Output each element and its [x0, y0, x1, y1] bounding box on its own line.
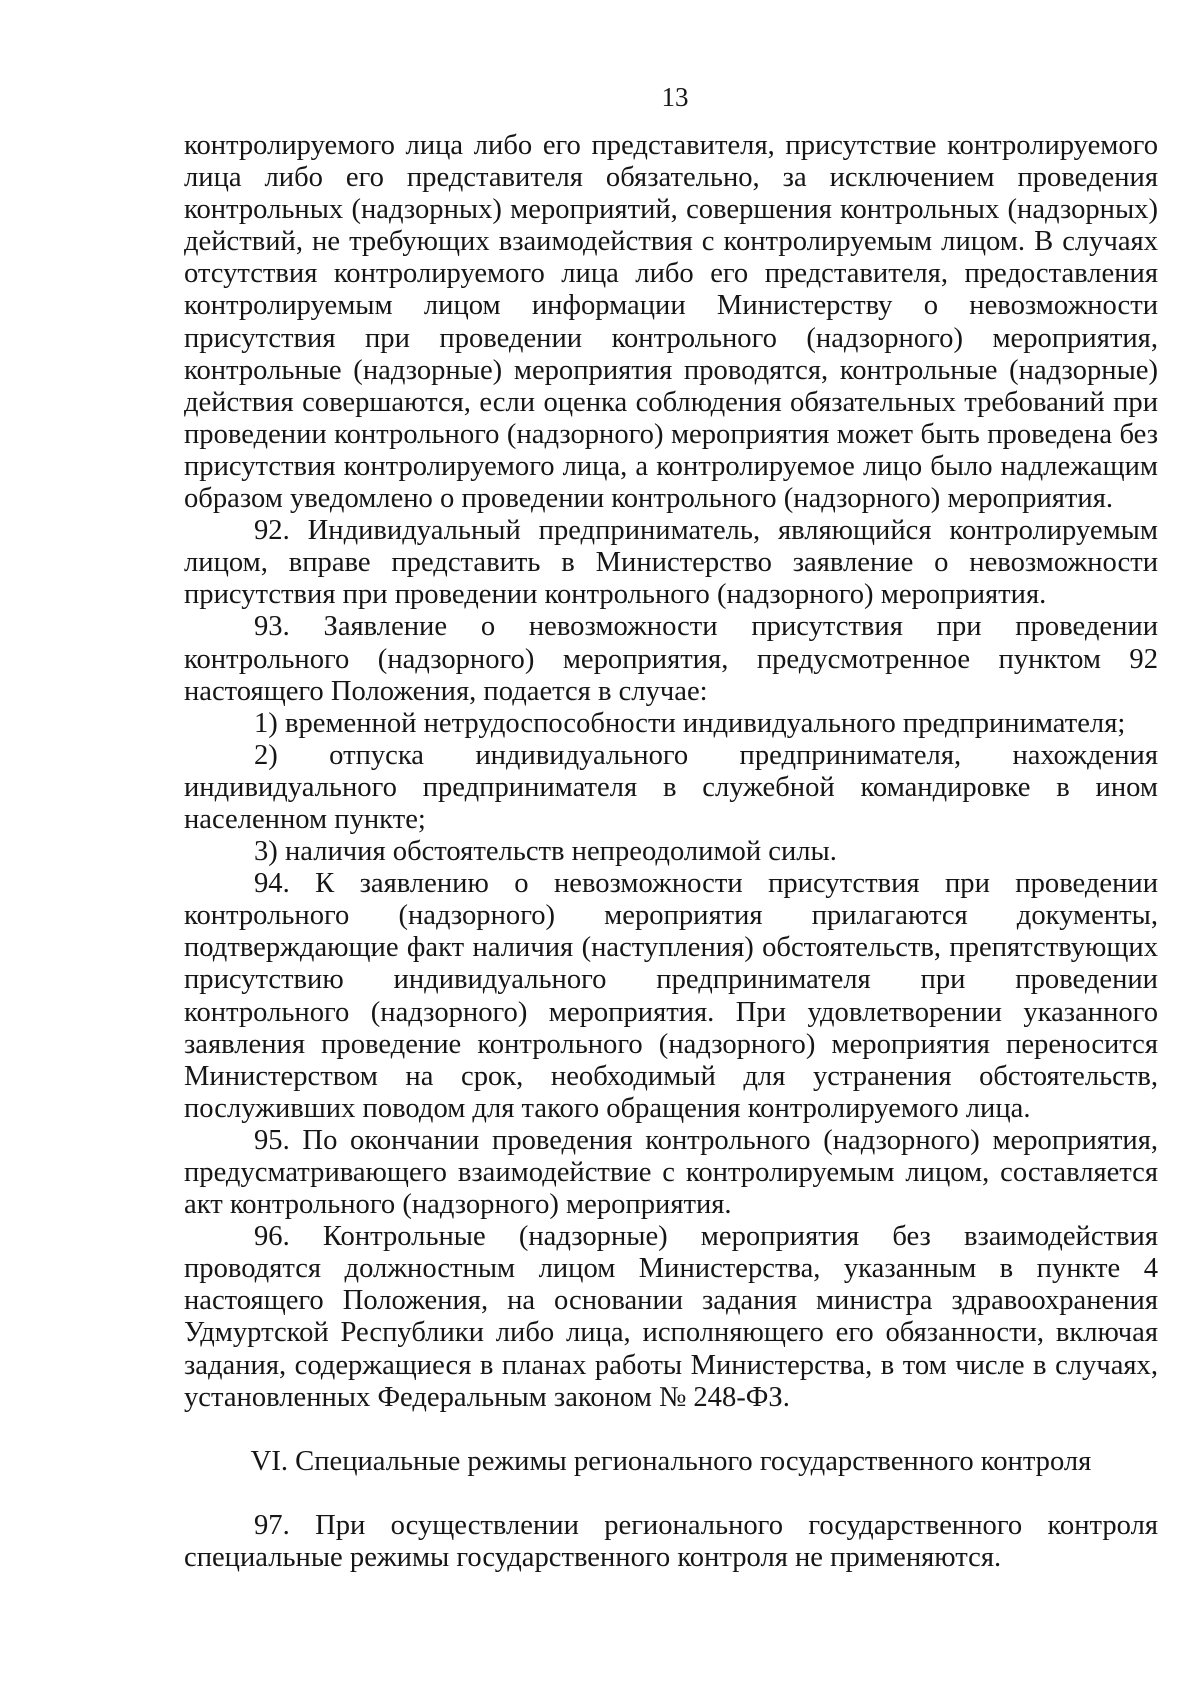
paragraph-92: 92. Индивидуальный предприниматель, являющийся контролируемым лицом, вправе представить в Министерство заявление о невозможности присутствия при проведении контрольного (надзорного) мероприятия. [184, 515, 1158, 611]
paragraph-96: 96. Контрольные (надзорные) мероприятия без взаимодействия проводятся должностным лицом Министерства, указанным в пункте 4 настоящего Положения, на основании задания министра здравоохранения Удмуртской Республики либо лица, исполняющего его обязанности, включая задания, содержащиеся в планах работы Министерства, в том числе в случаях, установленных Федеральным законом № 248-ФЗ. [184, 1221, 1158, 1413]
page-number: 13 [661, 82, 689, 112]
paragraph-93: 93. Заявление о невозможности присутствия при проведении контрольного (надзорного) мероприятия, предусмотренное пунктом 92 настоящего Положения, подается в случае: [184, 611, 1158, 707]
section-heading: VI. Специальные режимы регионального государственного контроля [250, 1445, 1092, 1477]
document-body [184, 130, 1158, 1574]
paragraph-continuation: контролируемого лица либо его представителя, присутствие контролируемого лица либо его представителя обязательно, за исключением проведения контрольных (надзорных) мероприятий, совершения контрольных (надзорных) действий, не требующих взаимодействия с контролируемым лицом. В случаях отсутствия контролируемого лица либо его представителя, предоставления контролируемым лицом информации Министерству о невозможности присутствия при проведении контрольного (надзорного) мероприятия, контрольные (надзорные) мероприятия проводятся, контрольные (надзорные) действия совершаются, если оценка соблюдения обязательных требований при проведении контрольного (надзорного) мероприятия может быть проведена без присутствия контролируемого лица, а контролируемое лицо было надлежащим образом уведомлено о проведении контрольного (надзорного) мероприятия. [184, 130, 1158, 515]
paragraph-95: 95. По окончании проведения контрольного (надзорного) мероприятия, предусматривающего взаимодействие с контролируемым лицом, составляется акт контрольного (надзорного) мероприятия. [184, 1124, 1158, 1221]
paragraph-93-item-1: 1) временной нетрудоспособности индивидуального предпринимателя; [254, 707, 1126, 739]
paragraph-97: 97. При осуществлении регионального государственного контроля специальные режимы государственного контроля не применяются. [184, 1509, 1158, 1573]
paragraph-94: 94. К заявлению о невозможности присутствия при проведении контрольного (надзорного) мероприятия прилагаются документы, подтверждающие факт наличия (наступления) обстоятельств, препятствующих присутствию индивидуального предпринимателя при проведении контрольного (надзорного) мероприятия. При удовлетворении указанного заявления проведение контрольного (надзорного) мероприятия переносится Министерством на срок, необходимый для устранения обстоятельств, послуживших поводом для такого обращения контролируемого лица. [184, 868, 1158, 1124]
paragraph-93-item-2: 2) отпуска индивидуального предпринимателя, нахождения индивидуального предпринимателя в служебной командировке в ином населенном пункте; [184, 739, 1158, 835]
paragraph-93-item-3: 3) наличия обстоятельств непреодолимой силы. [254, 836, 837, 868]
